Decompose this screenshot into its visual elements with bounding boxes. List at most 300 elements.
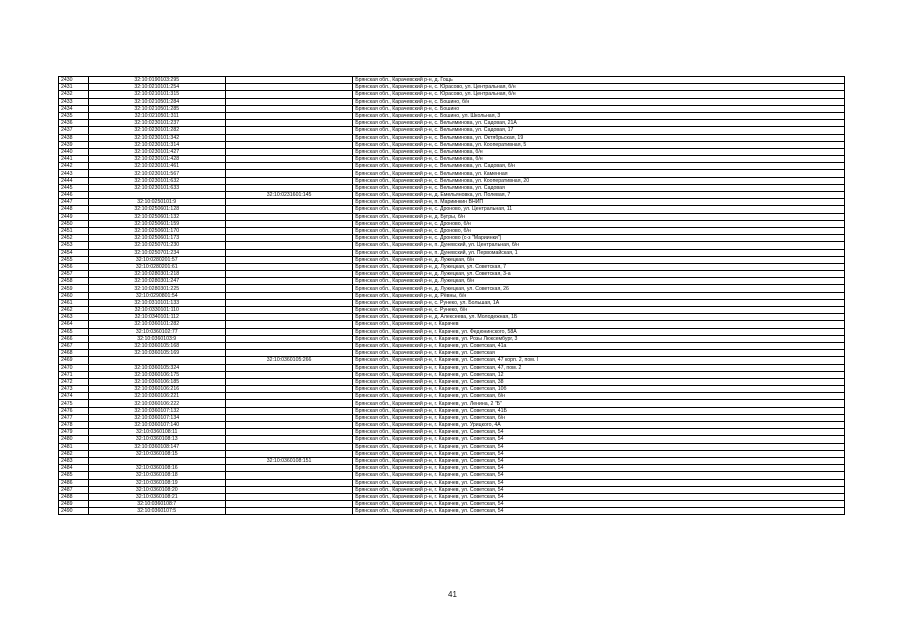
row-number-cell: 2486 [59, 479, 89, 486]
table-row [59, 206, 845, 213]
cadastral-number-cell: 32:10:0360108:15 [88, 450, 225, 457]
cadastral-number-alt-cell [225, 307, 352, 314]
cadastral-number-alt-cell [225, 177, 352, 184]
cadastral-number-cell: 32:10:0360105:324 [88, 364, 225, 371]
table-row [59, 407, 845, 414]
row-number-cell: 2472 [59, 378, 89, 385]
address-cell: Брянская обл., Карачевский р-н, г. Карачев, ул. Советская, 54 [353, 508, 845, 515]
cadastral-number-alt-cell [225, 292, 352, 299]
cadastral-number-alt-cell [225, 105, 352, 112]
cadastral-number-alt-cell [225, 479, 352, 486]
row-number-cell: 2483 [59, 457, 89, 464]
registry-table-body [59, 77, 845, 515]
row-number-cell: 2450 [59, 220, 89, 227]
address-cell: Брянская обл., Карачевский р-н, с. Вельяминова, ул. Садовая, б/н [353, 163, 845, 170]
address-cell: Брянская обл., Карачевский р-н, г. Карачев [353, 321, 845, 328]
cadastral-number-cell: 32:10:0360101:282 [88, 321, 225, 328]
row-number-cell: 2458 [59, 278, 89, 285]
cadastral-number-alt-cell [225, 91, 352, 98]
address-cell: Брянская обл., Карачевский р-н, г. Карачев, ул. Советская, 54 [353, 465, 845, 472]
address-cell: Брянская обл., Карачевский р-н, с. Вельяминова, ул. Садовая, 21А [353, 120, 845, 127]
cadastral-number-cell: 32:10:0290801:54 [88, 292, 225, 299]
address-cell: Брянская обл., Карачевский р-н, с. Вельяминова, ул. Кооперативная, 20 [353, 177, 845, 184]
address-cell: Брянская обл., Карачевский р-н, д. Лужецкая, ул. Советская, 3-а [353, 271, 845, 278]
cadastral-number-cell: 32:10:0190103:295 [88, 77, 225, 84]
row-number-cell: 2470 [59, 364, 89, 371]
cadastral-number-cell: 32:10:0210101:254 [88, 84, 225, 91]
cadastral-number-cell: 32:10:0360108:11 [88, 429, 225, 436]
cadastral-number-cell: 32:10:0250701:234 [88, 249, 225, 256]
cadastral-number-alt-cell [225, 213, 352, 220]
cadastral-number-cell: 32:10:0360108:147 [88, 443, 225, 450]
table-row [59, 285, 845, 292]
row-number-cell: 2434 [59, 105, 89, 112]
table-row [59, 479, 845, 486]
address-cell: Брянская обл., Карачевский р-н, с. Вельяминова, ул. Каменная [353, 170, 845, 177]
cadastral-number-cell: 32:10:0360108:19 [88, 479, 225, 486]
table-row [59, 141, 845, 148]
cadastral-number-alt-cell [225, 184, 352, 191]
cadastral-number-alt-cell [225, 163, 352, 170]
table-row [59, 314, 845, 321]
row-number-cell: 2480 [59, 436, 89, 443]
address-cell: Брянская обл., Карачевский р-н, г. Карачев, ул. Ленина, 2 "Б" [353, 400, 845, 407]
cadastral-number-alt-cell [225, 436, 352, 443]
address-cell: Брянская обл., Карачевский р-н, д. Лужецкая, б/н [353, 278, 845, 285]
row-number-cell: 2485 [59, 472, 89, 479]
row-number-cell: 2454 [59, 249, 89, 256]
row-number-cell: 2487 [59, 486, 89, 493]
cadastral-number-cell: 32:10:0360106:222 [88, 400, 225, 407]
address-cell: Брянская обл., Карачевский р-н, г. Карачев, ул. Федюнинского, 58А [353, 328, 845, 335]
address-cell: Брянская обл., Карачевский р-н, с. Бошино, б/н [353, 98, 845, 105]
cadastral-number-cell: 32:10:0360107:132 [88, 407, 225, 414]
row-number-cell: 2477 [59, 414, 89, 421]
table-row [59, 450, 845, 457]
cadastral-number-alt-cell [225, 443, 352, 450]
row-number-cell: 2448 [59, 206, 89, 213]
row-number-cell: 2489 [59, 501, 89, 508]
address-cell: Брянская обл., Карачевский р-н, п. Мариинкин ВНИП [353, 199, 845, 206]
cadastral-number-alt-cell [225, 98, 352, 105]
cadastral-number-cell: 32:10:0280301:247 [88, 278, 225, 285]
cadastral-number-cell: 32:10:0230101:314 [88, 141, 225, 148]
address-cell: Брянская обл., Карачевский р-н, г. Карачев, ул. Советская, 54 [353, 486, 845, 493]
table-row [59, 443, 845, 450]
cadastral-number-cell: 32:10:0230101:567 [88, 170, 225, 177]
row-number-cell: 2473 [59, 386, 89, 393]
address-cell: Брянская обл., Карачевский р-н, г. Карачев, ул. Советская, б/н [353, 414, 845, 421]
row-number-cell: 2468 [59, 350, 89, 357]
table-row [59, 199, 845, 206]
address-cell: Брянская обл., Карачевский р-н, с. Юрасово, ул. Центральная, б/н [353, 91, 845, 98]
address-cell: Брянская обл., Карачевский р-н, с. Вельяминова, б/н [353, 148, 845, 155]
table-row [59, 148, 845, 155]
address-cell: Брянская обл., Карачевский р-н, д. Лужецкая, б/н [353, 256, 845, 263]
table-row [59, 457, 845, 464]
cadastral-number-alt-cell [225, 501, 352, 508]
address-cell: Брянская обл., Карачевский р-н, д. Лужецкая, ул. Советская, 7 [353, 263, 845, 270]
table-row [59, 127, 845, 134]
cadastral-number-alt-cell [225, 120, 352, 127]
address-cell: Брянская обл., Карачевский р-н, с. Дроново, ул. Центральная, 11 [353, 206, 845, 213]
row-number-cell: 2456 [59, 263, 89, 270]
row-number-cell: 2475 [59, 400, 89, 407]
address-cell: Брянская обл., Карачевский р-н, г. Карачев, ул. Советская, 54 [353, 429, 845, 436]
cadastral-number-cell: 32:10:0360108:7 [88, 501, 225, 508]
cadastral-number-alt-cell [225, 199, 352, 206]
cadastral-number-cell: 32:10:0360107:134 [88, 414, 225, 421]
row-number-cell: 2469 [59, 357, 89, 364]
cadastral-number-alt-cell [225, 414, 352, 421]
table-row [59, 112, 845, 119]
address-cell: Брянская обл., Карачевский р-н, с. Дроново (с-з "Мариинки") [353, 235, 845, 242]
table-row [59, 393, 845, 400]
cadastral-number-alt-cell [225, 141, 352, 148]
cadastral-number-cell: 32:10:0310101:133 [88, 299, 225, 306]
row-number-cell: 2436 [59, 120, 89, 127]
cadastral-number-cell: 32:10:0340101:112 [88, 314, 225, 321]
row-number-cell: 2449 [59, 213, 89, 220]
cadastral-number-alt-cell [225, 263, 352, 270]
table-row [59, 378, 845, 385]
cadastral-number-alt-cell [225, 371, 352, 378]
table-row [59, 213, 845, 220]
row-number-cell: 2442 [59, 163, 89, 170]
row-number-cell: 2478 [59, 422, 89, 429]
table-row [59, 84, 845, 91]
page-number: 41 [448, 590, 457, 599]
cadastral-number-alt-cell [225, 256, 352, 263]
cadastral-number-alt-cell [225, 342, 352, 349]
address-cell: Брянская обл., Карачевский р-н, д. Бугры, б/н [353, 213, 845, 220]
cadastral-number-cell: 32:10:0360108:20 [88, 486, 225, 493]
cadastral-number-alt-cell [225, 493, 352, 500]
address-cell: Брянская обл., Карачевский р-н, д. Емельяновка, ул. Полевая, 7 [353, 192, 845, 199]
table-row [59, 299, 845, 306]
table-row [59, 192, 845, 199]
table-row [59, 328, 845, 335]
cadastral-number-cell: 32:10:0360105:168 [88, 342, 225, 349]
address-cell: Брянская обл., Карачевский р-н, г. Карачев, ул. Советская, 54 [353, 501, 845, 508]
row-number-cell: 2432 [59, 91, 89, 98]
cadastral-number-cell: 32:10:0210501:311 [88, 112, 225, 119]
cadastral-number-alt-cell [225, 350, 352, 357]
table-row [59, 170, 845, 177]
address-cell: Брянская обл., Карачевский р-н, с. Дроново, б/н [353, 227, 845, 234]
registry-table [58, 76, 845, 515]
table-row [59, 386, 845, 393]
cadastral-number-cell: 32:10:0250601:132 [88, 213, 225, 220]
table-row [59, 156, 845, 163]
address-cell: Брянская обл., Карачевский р-н, г. Карачев, ул. Советская, 54 [353, 450, 845, 457]
cadastral-number-alt-cell [225, 220, 352, 227]
table-row [59, 177, 845, 184]
address-cell: Брянская обл., Карачевский р-н, с. Вельяминова, ул. Кооперативная, 5 [353, 141, 845, 148]
row-number-cell: 2466 [59, 335, 89, 342]
cadastral-number-cell: 32:10:0330101:110 [88, 307, 225, 314]
cadastral-number-cell: 32:10:0230101:427 [88, 148, 225, 155]
table-row [59, 120, 845, 127]
table-row [59, 271, 845, 278]
address-cell: Брянская обл., Карачевский р-н, г. Карачев, ул. Советская [353, 350, 845, 357]
row-number-cell: 2476 [59, 407, 89, 414]
cadastral-number-alt-cell [225, 156, 352, 163]
row-number-cell: 2465 [59, 328, 89, 335]
table-row [59, 429, 845, 436]
cadastral-number-alt-cell [225, 386, 352, 393]
row-number-cell: 2445 [59, 184, 89, 191]
address-cell: Брянская обл., Карачевский р-н, с. Бошино, ул. Школьная, 3 [353, 112, 845, 119]
row-number-cell: 2471 [59, 371, 89, 378]
cadastral-number-alt-cell [225, 429, 352, 436]
address-cell: Брянская обл., Карачевский р-н, г. Карачев, ул. Советская, 12 [353, 371, 845, 378]
table-row [59, 501, 845, 508]
cadastral-number-alt-cell [225, 508, 352, 515]
cadastral-number-alt-cell: 32:10:0231601:145 [225, 192, 352, 199]
row-number-cell: 2430 [59, 77, 89, 84]
cadastral-number-alt-cell [225, 235, 352, 242]
table-row [59, 465, 845, 472]
address-cell: Брянская обл., Карачевский р-н, с. Вельяминова, ул. Садовая, 17 [353, 127, 845, 134]
row-number-cell: 2438 [59, 134, 89, 141]
table-row [59, 371, 845, 378]
cadastral-number-alt-cell [225, 285, 352, 292]
cadastral-number-cell: 32:10:0230101:632 [88, 177, 225, 184]
address-cell: Брянская обл., Карачевский р-н, г. Карачев, ул. Советская, 54 [353, 436, 845, 443]
cadastral-number-cell: 32:10:0210501:284 [88, 98, 225, 105]
table-row [59, 307, 845, 314]
address-cell: Брянская обл., Карачевский р-н, г. Карачев, ул. Советская, б/н [353, 393, 845, 400]
cadastral-number-cell: 32:10:0360106:175 [88, 371, 225, 378]
cadastral-number-cell: 32:10:0360105:169 [88, 350, 225, 357]
row-number-cell: 2460 [59, 292, 89, 299]
row-number-cell: 2439 [59, 141, 89, 148]
row-number-cell: 2484 [59, 465, 89, 472]
row-number-cell: 2459 [59, 285, 89, 292]
row-number-cell: 2443 [59, 170, 89, 177]
row-number-cell: 2467 [59, 342, 89, 349]
table-row [59, 242, 845, 249]
table-row [59, 98, 845, 105]
address-cell: Брянская обл., Карачевский р-н, г. Карачев, ул. Советская, 41а [353, 342, 845, 349]
row-number-cell: 2461 [59, 299, 89, 306]
address-cell: Брянская обл., Карачевский р-н, г. Карачев, ул. Советская, 54 [353, 457, 845, 464]
table-row [59, 486, 845, 493]
table-row [59, 91, 845, 98]
cadastral-number-cell: 32:10:0280201:61 [88, 263, 225, 270]
cadastral-number-cell: 32:10:0250601:159 [88, 220, 225, 227]
row-number-cell: 2463 [59, 314, 89, 321]
row-number-cell: 2433 [59, 98, 89, 105]
row-number-cell: 2462 [59, 307, 89, 314]
cadastral-number-cell [88, 192, 225, 199]
cadastral-number-cell: 32:10:0280201:57 [88, 256, 225, 263]
cadastral-number-alt-cell [225, 278, 352, 285]
cadastral-number-cell: 32:10:0360108:18 [88, 472, 225, 479]
cadastral-number-alt-cell [225, 84, 352, 91]
table-row [59, 105, 845, 112]
address-cell: Брянская обл., Карачевский р-н, с. Вельяминова, ул. Садовая [353, 184, 845, 191]
table-row [59, 400, 845, 407]
cadastral-number-cell: 32:10:0210501:285 [88, 105, 225, 112]
address-cell: Брянская обл., Карачевский р-н, п. Дуневский, ул. Первомайская, 1 [353, 249, 845, 256]
row-number-cell: 2437 [59, 127, 89, 134]
address-cell: Брянская обл., Карачевский р-н, д. Лужецкая, ул. Советская, 26 [353, 285, 845, 292]
cadastral-number-alt-cell [225, 170, 352, 177]
table-row [59, 77, 845, 84]
address-cell: Брянская обл., Карачевский р-н, п. Дуневский, ул. Центральная, б/н [353, 242, 845, 249]
cadastral-number-alt-cell [225, 422, 352, 429]
row-number-cell: 2490 [59, 508, 89, 515]
row-number-cell: 2446 [59, 192, 89, 199]
address-cell: Брянская обл., Карачевский р-н, с. Рунеко, б/н [353, 307, 845, 314]
table-row [59, 321, 845, 328]
cadastral-number-alt-cell [225, 400, 352, 407]
cadastral-number-alt-cell: 32:10:0360105:266 [225, 357, 352, 364]
address-cell: Брянская обл., Карачевский р-н, г. Карачев, ул. Советская, 54 [353, 479, 845, 486]
cadastral-number-cell: 32:10:0280301:225 [88, 285, 225, 292]
cadastral-number-alt-cell [225, 393, 352, 400]
address-cell: Брянская обл., Карачевский р-н, с. Вельяминова, б/н [353, 156, 845, 163]
table-row [59, 227, 845, 234]
cadastral-number-alt-cell [225, 314, 352, 321]
cadastral-number-cell: 32:10:0360106:216 [88, 386, 225, 393]
address-cell: Брянская обл., Карачевский р-н, г. Карачев, ул. Советская, 47 корп. 2, пом. I [353, 357, 845, 364]
cadastral-number-alt-cell [225, 299, 352, 306]
table-row [59, 256, 845, 263]
address-cell: Брянская обл., Карачевский р-н, г. Карачев, ул. Советская, 54 [353, 443, 845, 450]
row-number-cell: 2474 [59, 393, 89, 400]
table-row [59, 249, 845, 256]
address-cell: Брянская обл., Карачевский р-н, г. Карачев, ул. Советская, 38 [353, 378, 845, 385]
cadastral-number-alt-cell [225, 465, 352, 472]
cadastral-number-alt-cell [225, 249, 352, 256]
table-row [59, 342, 845, 349]
cadastral-number-cell: 32:10:0250601:173 [88, 235, 225, 242]
address-cell: Брянская обл., Карачевский р-н, г. Карачев, ул. Советская, 47, пом. 2 [353, 364, 845, 371]
cadastral-number-cell: 32:10:0360106:185 [88, 378, 225, 385]
cadastral-number-cell: 32:10:0250701:230 [88, 242, 225, 249]
address-cell: Брянская обл., Карачевский р-н, г. Карачев, ул. Советская, 54 [353, 472, 845, 479]
table-row [59, 357, 845, 364]
cadastral-number-cell: 32:10:0250101:9 [88, 199, 225, 206]
address-cell: Брянская обл., Карачевский р-н, г. Карачев, ул. Урицкого, 4А [353, 422, 845, 429]
address-cell: Брянская обл., Карачевский р-н, с. Рунеко, ул. Большая, 1А [353, 299, 845, 306]
cadastral-number-alt-cell [225, 127, 352, 134]
cadastral-number-alt-cell [225, 450, 352, 457]
cadastral-number-cell: 32:10:0230101:633 [88, 184, 225, 191]
cadastral-number-cell: 32:10:0230101:428 [88, 156, 225, 163]
cadastral-number-cell: 32:10:0230101:461 [88, 163, 225, 170]
table-row [59, 335, 845, 342]
cadastral-number-alt-cell [225, 227, 352, 234]
table-row [59, 134, 845, 141]
row-number-cell: 2482 [59, 450, 89, 457]
cadastral-number-cell: 32:10:0210101:315 [88, 91, 225, 98]
table-row [59, 235, 845, 242]
table-row [59, 472, 845, 479]
address-cell: Брянская обл., Карачевский р-н, д. Рёвны, б/н [353, 292, 845, 299]
row-number-cell: 2435 [59, 112, 89, 119]
table-row [59, 220, 845, 227]
cadastral-number-alt-cell [225, 242, 352, 249]
cadastral-number-alt-cell: 32:10:0360108:151 [225, 457, 352, 464]
table-row [59, 508, 845, 515]
address-cell: Брянская обл., Карачевский р-н, с. Вельяминова, ул. Октябрьская, 19 [353, 134, 845, 141]
cadastral-number-cell: 32:10:0360108:21 [88, 493, 225, 500]
cadastral-number-cell: 32:10:0360106:221 [88, 393, 225, 400]
cadastral-number-alt-cell [225, 472, 352, 479]
row-number-cell: 2488 [59, 493, 89, 500]
cadastral-number-cell: 32:10:0360107:5 [88, 508, 225, 515]
address-cell: Брянская обл., Карачевский р-н, с. Дроново, б/н [353, 220, 845, 227]
cadastral-number-cell: 32:10:0250601:128 [88, 206, 225, 213]
cadastral-number-alt-cell [225, 206, 352, 213]
address-cell: Брянская обл., Карачевский р-н, с. Юрасово, ул. Центральная, б/н [353, 84, 845, 91]
cadastral-number-cell: 32:10:0280301:218 [88, 271, 225, 278]
row-number-cell: 2440 [59, 148, 89, 155]
table-row [59, 493, 845, 500]
cadastral-number-alt-cell [225, 486, 352, 493]
address-cell: Брянская обл., Карачевский р-н, д. Гощь [353, 77, 845, 84]
cadastral-number-cell: 32:10:0360108:16 [88, 465, 225, 472]
cadastral-number-cell [88, 357, 225, 364]
row-number-cell: 2452 [59, 235, 89, 242]
address-cell: Брянская обл., Карачевский р-н, д. Алексеева, ул. Молодежная, 1Б [353, 314, 845, 321]
row-number-cell: 2464 [59, 321, 89, 328]
table-row [59, 364, 845, 371]
cadastral-number-alt-cell [225, 328, 352, 335]
table-row [59, 184, 845, 191]
cadastral-number-alt-cell [225, 148, 352, 155]
cadastral-number-alt-cell [225, 364, 352, 371]
table-row [59, 436, 845, 443]
row-number-cell: 2453 [59, 242, 89, 249]
table-row [59, 263, 845, 270]
table-row [59, 163, 845, 170]
cadastral-number-cell: 32:10:0360103:9 [88, 335, 225, 342]
address-cell: Брянская обл., Карачевский р-н, г. Карачев, ул. Советская, 10б [353, 386, 845, 393]
cadastral-number-cell: 32:10:0360102:77 [88, 328, 225, 335]
address-cell: Брянская обл., Карачевский р-н, г. Карачев, ул. Советская, 41Б [353, 407, 845, 414]
cadastral-number-alt-cell [225, 134, 352, 141]
cadastral-number-cell: 32:10:0230101:237 [88, 120, 225, 127]
cadastral-number-cell: 32:10:0230101:282 [88, 127, 225, 134]
cadastral-number-alt-cell [225, 77, 352, 84]
table-row [59, 414, 845, 421]
cadastral-number-cell: 32:10:0250601:170 [88, 227, 225, 234]
address-cell: Брянская обл., Карачевский р-н, г. Карачев, ул. Советская, 54 [353, 493, 845, 500]
table-row [59, 422, 845, 429]
row-number-cell: 2457 [59, 271, 89, 278]
address-cell: Брянская обл., Карачевский р-н, с. Бошино [353, 105, 845, 112]
row-number-cell: 2441 [59, 156, 89, 163]
table-row [59, 350, 845, 357]
cadastral-number-alt-cell [225, 112, 352, 119]
cadastral-number-alt-cell [225, 271, 352, 278]
cadastral-number-cell: 32:10:0230101:342 [88, 134, 225, 141]
table-row [59, 278, 845, 285]
cadastral-number-alt-cell [225, 378, 352, 385]
row-number-cell: 2479 [59, 429, 89, 436]
row-number-cell: 2455 [59, 256, 89, 263]
row-number-cell: 2447 [59, 199, 89, 206]
cadastral-number-alt-cell [225, 321, 352, 328]
table-row [59, 292, 845, 299]
row-number-cell: 2431 [59, 84, 89, 91]
row-number-cell: 2481 [59, 443, 89, 450]
